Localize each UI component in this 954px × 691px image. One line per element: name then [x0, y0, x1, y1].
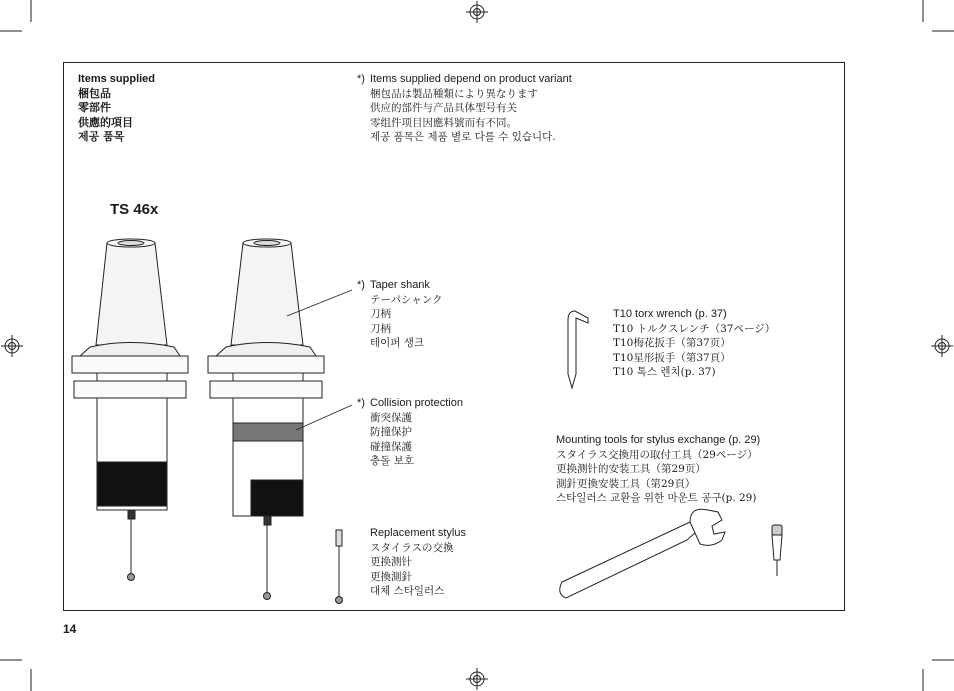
collision-protection-marker: *) [357, 397, 365, 409]
note-line-zh-tw: 零组件项目因應料號而有不同。 [370, 116, 517, 129]
torx-line-zh-tw: T10星形扳手（第37頁） [613, 351, 731, 364]
collision-protection-label [370, 396, 463, 469]
collision-line-zh-cn: 防撞保护 [370, 426, 412, 438]
torx-wrench-label [613, 307, 775, 380]
stylus-tool-illustration [772, 525, 782, 576]
torx-line-ja: T10 トルクスレンチ（37ページ） [613, 322, 776, 335]
taper-line-ko: 테이퍼 생크 [370, 337, 425, 349]
items-supplied-heading [78, 72, 155, 145]
stylus-line-ko: 대체 스타일러스 [370, 585, 445, 597]
heading-line-ja: 梱包品 [78, 86, 111, 100]
taper-line-en: Taper shank [370, 279, 430, 291]
collision-line-en: Collision protection [370, 397, 463, 409]
model-title: TS 46x [110, 201, 159, 218]
note-line-ko: 제공 품목은 제품 별로 다를 수 있습니다. [370, 131, 556, 143]
taper-shank-label [370, 278, 443, 351]
mounting-wrench-illustration [560, 509, 725, 598]
heading-line-zh-tw: 供應的項目 [78, 115, 133, 129]
mounting-line-en: Mounting tools for stylus exchange (p. 29) [556, 434, 761, 446]
collision-line-ko: 충돌 보호 [370, 455, 414, 467]
torx-line-zh-cn: T10梅花扳手（第37页） [613, 337, 731, 349]
stylus-line-zh-tw: 更換測針 [370, 570, 412, 583]
torx-line-ko: T10 톡스 렌치(p. 37) [613, 366, 716, 378]
stylus-line-zh-cn: 更换测针 [370, 556, 412, 568]
taper-shank-marker: *) [357, 279, 365, 291]
variant-note [370, 72, 572, 145]
note-line-en: Items supplied depend on product variant [370, 73, 572, 85]
taper-line-zh-cn: 刀柄 [370, 308, 391, 320]
note-line-zh-cn: 供应的部件与产品具体型号有关 [370, 102, 517, 114]
collision-line-zh-tw: 碰撞保護 [370, 440, 412, 453]
replacement-stylus-label [370, 526, 466, 599]
heading-line-en: Items supplied [78, 73, 156, 85]
mounting-line-zh-tw: 測針更換安裝工具（第29頁） [556, 477, 696, 490]
mounting-tools-label [556, 433, 760, 506]
heading-line-ko: 제공 품목 [78, 130, 125, 143]
stylus-line-ja: スタイラスの交換 [370, 541, 454, 554]
torx-line-en: T10 torx wrench (p. 37) [613, 308, 727, 320]
variant-note-marker: *) [357, 73, 365, 85]
heading-line-zh-cn: 零部件 [78, 101, 111, 114]
replacement-stylus-illustration [336, 530, 343, 604]
probe-left-illustration [72, 239, 188, 581]
stylus-line-en: Replacement stylus [370, 527, 466, 539]
mounting-line-ja: スタイラス交換用の取付工具（29ページ） [556, 448, 758, 461]
note-line-ja: 梱包品は製品種類により異なります [370, 87, 538, 100]
probe-right-illustration [208, 239, 324, 600]
torx-wrench-illustration [568, 311, 588, 388]
mounting-line-zh-cn: 更换测针的安装工具（第29页） [556, 463, 706, 475]
collision-line-ja: 衝突保護 [370, 411, 412, 424]
mounting-line-ko: 스타일러스 교환을 위한 마운트 공구(p. 29) [556, 492, 757, 504]
taper-line-zh-tw: 刀柄 [370, 322, 391, 335]
taper-line-ja: テーパシャンク [370, 293, 443, 306]
page-number: 14 [63, 622, 77, 636]
